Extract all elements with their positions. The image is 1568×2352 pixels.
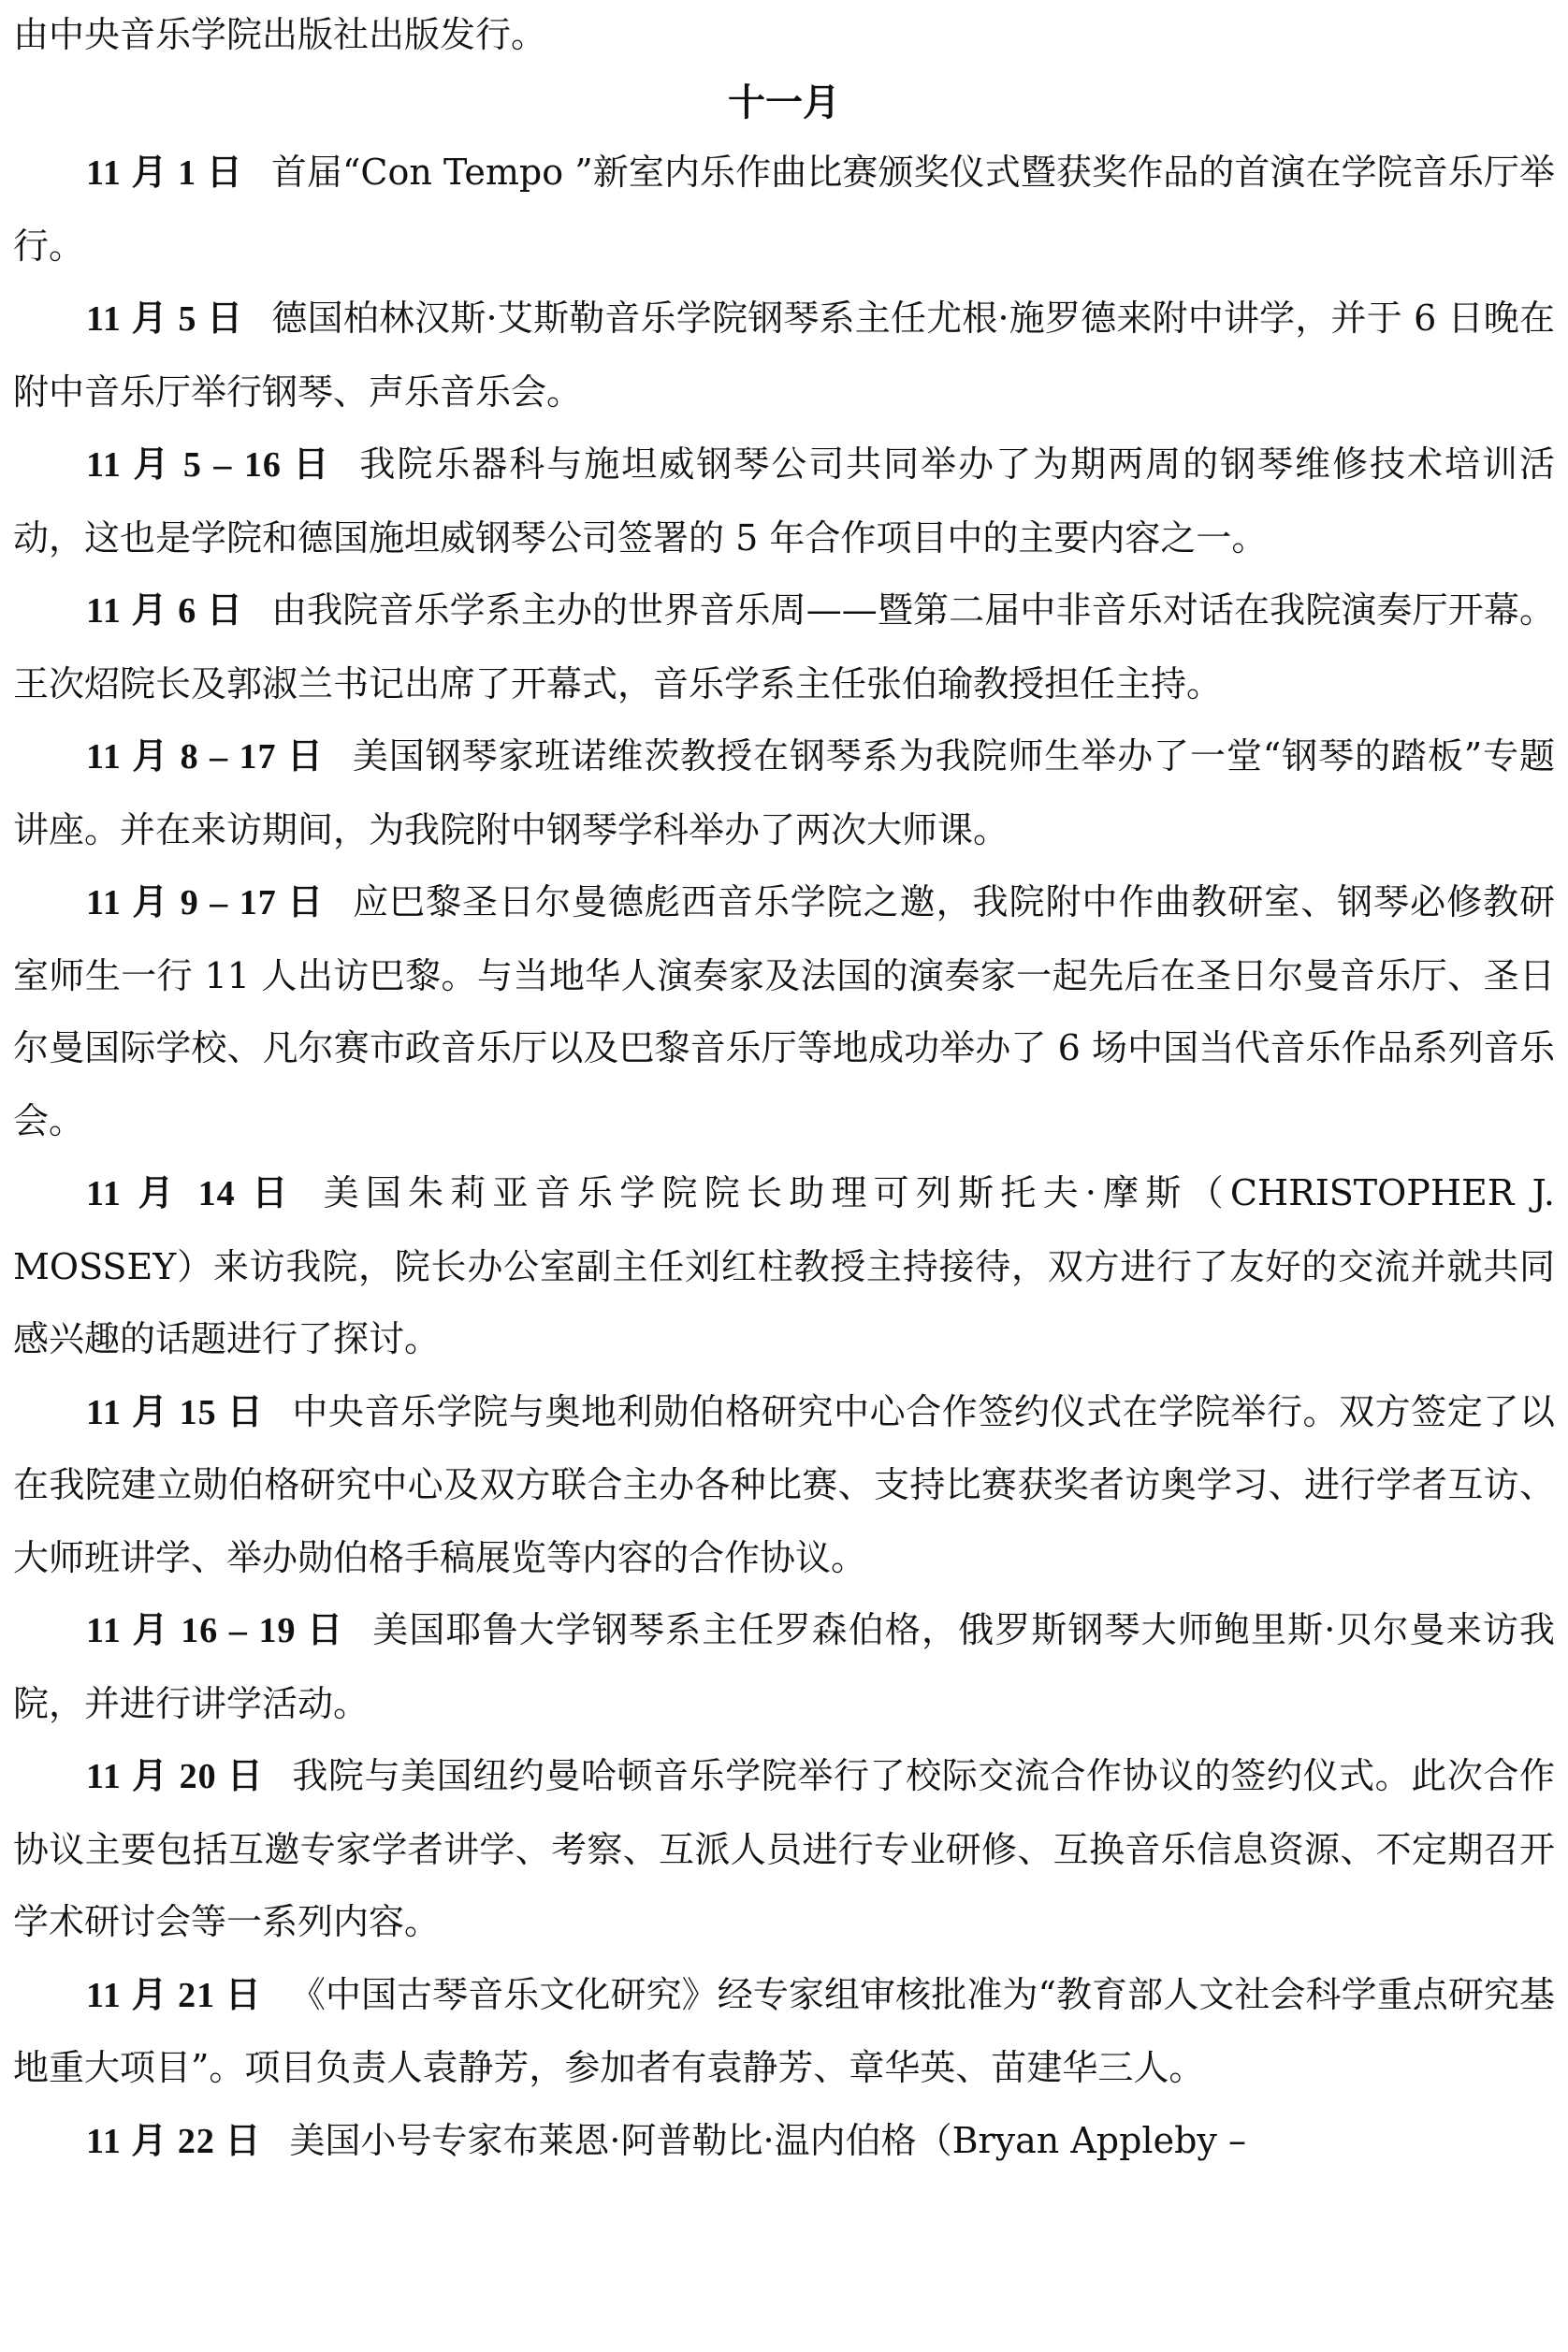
entry-date: 11 月 5 日 [86, 299, 244, 339]
chronicle-entry [13, 1376, 1555, 1595]
entry-date: 11 月 14 日 [86, 1174, 296, 1213]
entry-date: 11 月 1 日 [86, 153, 243, 193]
entry-date: 11 月 5 – 16 日 [86, 445, 332, 485]
chronicle-entry [13, 720, 1555, 866]
entry-text: 我院乐器科与施坦威钢琴公司共同举办了为期两周的钢琴维修技术培训活动，这也是学院和德国施坦威钢琴公司签署的 5 年合作项目中的主要内容之一。 [13, 443, 1555, 559]
entry-text: 美国小号专家布莱恩·阿普勒比·温内伯格（Bryan Appleby – [289, 2119, 1246, 2161]
chronicle-entry [13, 1594, 1555, 1740]
entry-text: 《中国古琴音乐文化研究》经专家组审核批准为“教育部人文社会科学重点研究基地重大项目”。项目负责人袁静芳，参加者有袁静芳、章华英、苗建华三人。 [13, 1973, 1556, 2088]
entry-date: 11 月 22 日 [86, 2121, 262, 2161]
entry-text: 中央音乐学院与奥地利勋伯格研究中心合作签约仪式在学院举行。双方签定了以在我院建立勋伯格研究中心及双方联合主办各种比赛、支持比赛获奖者访奥学习、进行学者互访、大师班讲学、举办勋伯格手稿展览等内容的合作协议。 [13, 1390, 1555, 1578]
entry-date: 11 月 16 – 19 日 [86, 1611, 345, 1650]
chronicle-entry [13, 283, 1555, 428]
chronicle-entry [13, 574, 1555, 720]
document-page [13, 0, 1555, 2178]
entry-text: 由我院音乐学系主办的世界音乐周——暨第二届中非音乐对话在我院演奏厅开幕。王次炤院长及郭淑兰书记出席了开幕式，音乐学系主任张伯瑜教授担任主持。 [13, 589, 1555, 704]
entry-date: 11 月 15 日 [86, 1392, 265, 1432]
chronicle-entry [13, 1740, 1555, 1959]
entry-text: 应巴黎圣日尔曼德彪西音乐学院之邀，我院附中作曲教研室、钢琴必修教研室师生一行 11 人出访巴黎。与当地华人演奏家及法国的演奏家一起先后在圣日尔曼音乐厅、圣日尔曼国际学校、凡尔赛市政音乐厅以及巴黎音乐厅等地成功举办了 6 场中国当代音乐作品系列音乐会。 [13, 881, 1555, 1141]
chronicle-entry [13, 866, 1555, 1157]
entry-date: 11 月 20 日 [86, 1757, 265, 1796]
chronicle-entry [13, 428, 1555, 574]
chronicle-entry [13, 1157, 1555, 1376]
entry-date: 11 月 6 日 [86, 591, 243, 631]
entry-text: 首届“Con Tempo ”新室内乐作曲比赛颁奖仪式暨获奖作品的首演在学院音乐厅举行。 [13, 152, 1556, 267]
entry-text: 我院与美国纽约曼哈顿音乐学院举行了校际交流合作协议的签约仪式。此次合作协议主要包括互邀专家学者讲学、考察、互派人员进行专业研修、互换音乐信息资源、不定期召开学术研讨会等一系列内容。 [13, 1755, 1555, 1942]
entry-date: 11 月 21 日 [86, 1975, 262, 2015]
chronicle-entry [13, 1959, 1555, 2105]
month-heading: 十一月 [728, 81, 840, 124]
entry-text: 德国柏林汉斯·艾斯勒音乐学院钢琴系主任尤根·施罗德来附中讲学，并于 6 日晚在附中音乐厅举行钢琴、声乐音乐会。 [13, 298, 1556, 413]
entry-text: 美国耶鲁大学钢琴系主任罗森伯格，俄罗斯钢琴大师鲍里斯·贝尔曼来访我院，并进行讲学活动。 [13, 1609, 1555, 1724]
chronicle-entry [13, 2105, 1555, 2179]
intro-line: 由中央音乐学院出版社出版发行。 [13, 14, 547, 55]
entry-text: 美国朱莉亚音乐学院院长助理可列斯托夫·摩斯（CHRISTOPHER J. MOSSEY）来访我院，院长办公室副主任刘红柱教授主持接待，双方进行了友好的交流并就共同感兴趣的话题进行了探讨。 [13, 1172, 1555, 1359]
chronicle-entry [13, 137, 1555, 283]
entry-date: 11 月 9 – 17 日 [86, 883, 326, 922]
entry-text: 美国钢琴家班诺维茨教授在钢琴系为我院师生举办了一堂“钢琴的踏板”专题讲座。并在来访期间，为我院附中钢琴学科举办了两次大师课。 [13, 735, 1556, 850]
entry-date: 11 月 8 – 17 日 [86, 737, 325, 777]
